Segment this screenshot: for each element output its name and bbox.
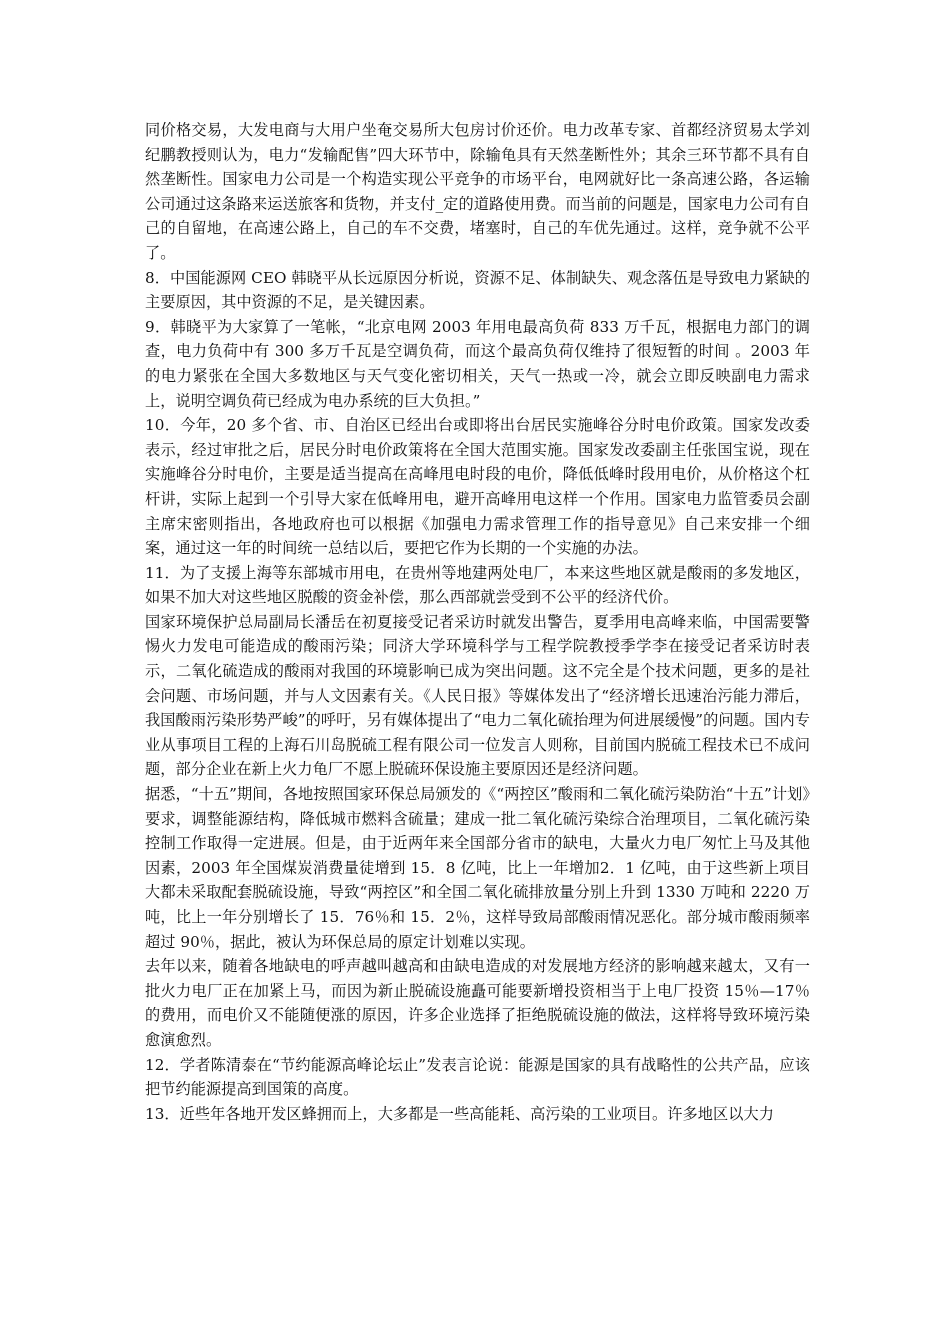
paragraph-tenth-five-year-plan: 据悉，“十五”期间，各地按照国家环保总局颁发的《“两控区”酸雨和二氧化硫污染防治“十五”计划》要求，调整能源结构，降低城市燃料含硫量；建成一批二氧化硫污染综合治理项目，二氧化硫污染控制工作取得一定进展。但是，由于近两年来全国部分省市的缺电，大量火力电厂匆忙上马及其他因素，2003 年全国煤炭消费量徒增到 15．8 亿吨，比上一年增加2．1 亿吨，由于这些新上项目大都未采取配套脱硫设施，导致“两控区”和全国二氧化硫排放量分别上升到 1330 万吨和 2220 万吨，比上一年分别增长了 15．76％和 15．2％，这样导致局部酸雨情况恶化。部分城市酸雨频率超过 90％，据此，被认为环保总局的原定计划难以实现。 bbox=[145, 785, 810, 951]
paragraph-item-11: 11．为了支援上海等东部城市用电，在贵州等地建两处电厂，本来这些地区就是酸雨的多发地区，如果不加大对这些地区脱酸的资金补偿，那么西部就尝受到不公平的经济代价。 bbox=[145, 563, 810, 607]
paragraph-item-10: 10．今年，20 多个省、市、自治区已经出台或即将出台居民实施峰谷分时电价政策。国家发改委表示，经过审批之后，居民分时电价政策将在全国大范围实施。国家发改委副主任张国宝说，现在实施峰谷分时电价，主要是适当提高在高峰甩电时段的电价，降低低峰时段用电价，从价格这个杠杆讲，实际上起到一个引导大家在低峰用电，避开高峰用电这样一个作用。国家电力监管委员会副主席宋密则指出，各地政府也可以根据《加强电力需求管理工作的指导意见》自己来安排一个细案，通过这一年的时间统一总结以后，要把它作为长期的一个实施的办法。 bbox=[145, 416, 810, 558]
paragraph-item-13: 13．近些年各地开发区蜂拥而上，大多都是一些高能耗、高污染的工业项目。许多地区以大力 bbox=[145, 1104, 774, 1123]
paragraph-item-9: 9．韩晓平为大家算了一笔帐，“北京电网 2003 年用电最高负荷 833 万千瓦，根据电力部门的调查，电力负荷中有 300 多万千瓦是空调负荷，而这个最高负荷仅维持了很短暂的时间 。2003 年的电力紧张在全国大多数地区与天气变化密切相关，天气一热或一冷，就会立即反映副电力需求上，说明空调负荷已经成为电办系统的巨大负担。” bbox=[145, 317, 810, 410]
paragraph-desulfurization-cost: 去年以来，随着各地缺电的呼声越叫越高和由缺电造成的对发展地方经济的影响越来越太，又有一批火力电厂正在加紧上马，而因为新止脱硫设施矗可能要新增投资相当于上电厂投资 15％—17％的费用，而电价又不能随便涨的原因，许多企业选择了拒绝脱硫设施的做法，这样将导致环境污染愈演愈烈。 bbox=[145, 957, 810, 1049]
paragraph-item-12: 12．学者陈清泰在“节约能源高峰论坛止”发表言论说：能源是国家的具有战略性的公共产品，应该把节约能源提高到国策的高度。 bbox=[145, 1055, 810, 1099]
document-body bbox=[145, 118, 810, 1126]
paragraph-item-8: 8．中国能源网 CEO 韩晓平从长远原因分析说，资源不足、体制缺失、观念落伍是导致电力紧缺的主要原因，其中资源的不足，是关键因素。 bbox=[145, 268, 810, 312]
paragraph-acid-rain-warning: 国家环境保护总局副局长潘岳在初夏接受记者采访时就发出警告，夏季用电高峰来临，中国需要警惕火力发电可能造成的酸雨污染；同济大学环境科学与工程学院教授季学李在接受记者采访时表示，二氧化硫造成的酸雨对我国的环境影响已成为突出问题。这不完全是个技术问题，更多的是社会问题、市场问题，并与人文因素有关。《人民日报》等媒体发出了“经济增长迅速治污能力滞后，我国酸雨污染形势严峻”的呼吁，另有媒体提出了“电力二氧化硫抬理为何进展缓慢”的问题。国内专业从事项目工程的上海石川岛脱硫工程有限公司一位发言人则称，目前国内脱硫工程技术已不成问题，部分企业在新上火力龟厂不愿上脱硫环保设施主要原因还是经济问题。 bbox=[145, 612, 810, 779]
paragraph-continued-pricing: 同价格交易，大发电商与大用户坐奄交易所大包房讨价还价。电力改革专家、首都经济贸易太学刘纪鹏教授则认为，电力“发输配售”四大环节中，除输龟具有天然垄断性外；其余三环节都不具有自然垄断性。国家电力公司是一个构造实现公平竞争的市场平台，电网就好比一条高速公路，各运输公司通过这条路来运送旅客和货物，并支付_定的道路使用费。而当前的问题是，国家电力公司有自己的自留地，在高速公路上，自己的车不交费，堵塞时，自己的车优先通过。这样，竞争就不公平了。 bbox=[145, 121, 810, 262]
